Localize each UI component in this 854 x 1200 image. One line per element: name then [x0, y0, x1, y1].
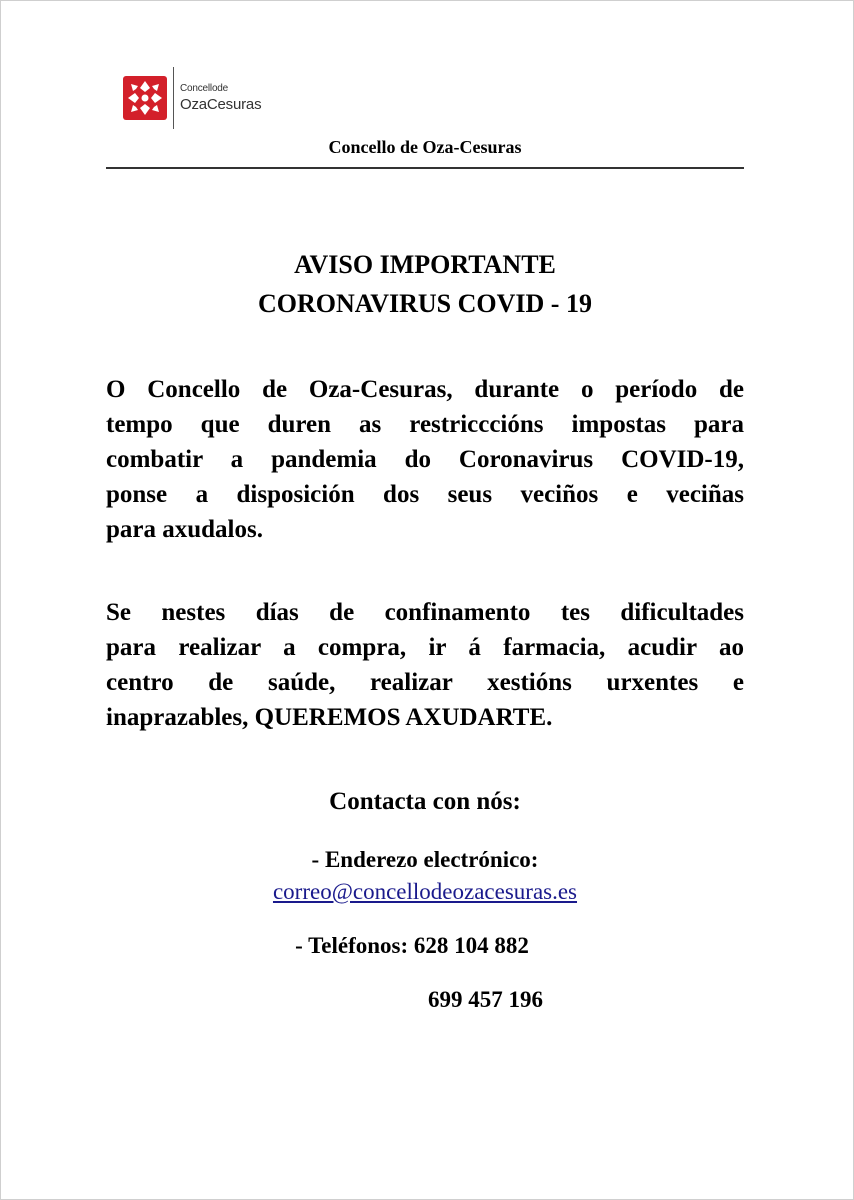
municipality-logo [123, 66, 261, 130]
email-label: - Enderezo electrónico: [311, 847, 539, 872]
logo-divider [173, 67, 174, 129]
notice-title-line-2: CORONAVIRUS COVID - 19 [258, 289, 592, 318]
paragraph-line: tempo que duren as restricccións impostas para [106, 411, 744, 438]
paragraph-line: inaprazables, QUEREMOS AXUDARTE. [106, 704, 553, 731]
notice-title-line-1: AVISO IMPORTANTE [294, 250, 556, 279]
logo-line-2: OzaCesuras [180, 96, 262, 113]
paragraph-line: ponse a disposición dos seus veciños e veciñas [106, 481, 744, 508]
email-link[interactable]: correo@concellodeozacesuras.es [272, 879, 578, 904]
logo-wordmark [180, 84, 261, 112]
paragraph-help [106, 595, 744, 735]
paragraph-line: centro de saúde, realizar xestións urxentes e [106, 669, 744, 696]
header-title: Concello de Oza-Cesuras [328, 137, 522, 157]
logo-line-1: Concellode [180, 83, 229, 94]
paragraph-line: para axudalos. [106, 516, 263, 543]
paragraph-line: O Concello de Oza-Cesuras, durante o período de [106, 376, 744, 403]
paragraph-intro [106, 372, 744, 547]
header-divider [106, 167, 744, 169]
phones-label: - Teléfonos: 628 104 882 [295, 933, 529, 958]
oza-cesuras-emblem-icon [123, 76, 167, 120]
paragraph-line: Se nestes días de confinamento tes dificultades [106, 599, 744, 626]
paragraph-line: para realizar a compra, ir á farmacia, acudir ao [106, 634, 744, 661]
phone-number-2: 699 457 196 [428, 987, 543, 1012]
paragraph-line: combatir a pandemia do Coronavirus COVID-19, [106, 446, 744, 473]
contact-title: Contacta con nós: [329, 788, 521, 815]
